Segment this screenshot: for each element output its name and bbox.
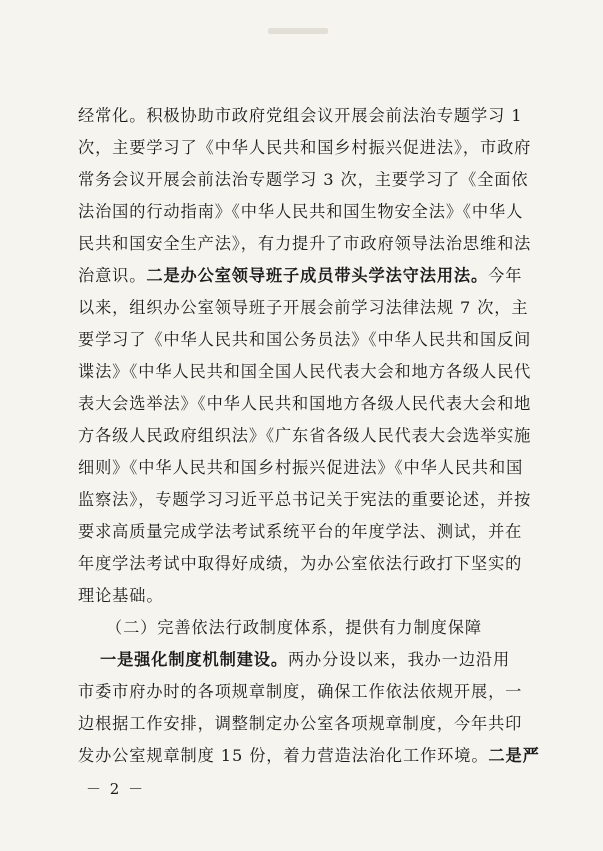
text-span: 民共和国安全生产法》，有力提升了市政府领导法治思维和法 [78, 234, 532, 253]
text-span: 今年 [488, 266, 523, 285]
text-line [78, 196, 533, 228]
bold-text-span: 一是强化制度机制建设。 [100, 650, 288, 669]
text-span: 要学习了《中华人民共和国公务员法》《中华人民共和国反间 [78, 330, 532, 349]
text-line [78, 324, 533, 356]
text-span: 边根据工作安排，调整制定办公室各项规章制度，今年共印 [78, 714, 523, 733]
text-line [78, 580, 533, 612]
text-line [78, 740, 540, 772]
text-span: 经常化。积极协助市政府党组会议开展会前法治专题学习 1 [78, 106, 523, 125]
header-mark [268, 28, 328, 34]
text-span: 以来，组织办公室领导班子开展会前学习法律法规 7 次，主 [78, 298, 529, 317]
section-heading: （二）完善依法行政制度体系，提供有力制度保障 [106, 618, 482, 637]
page-number: － 2 － [86, 780, 146, 798]
text-span: 监察法》，专题学习习近平总书记关于宪法的重要论述，并按 [78, 490, 532, 509]
text-span: 要求高质量完成学法考试系统平台的年度学法、测试，并在 [78, 522, 523, 541]
text-line [78, 100, 533, 132]
text-span: 细则》《中华人民共和国乡村振兴促进法》《中华人民共和国 [78, 458, 524, 477]
bold-text-span: 二是办公室领导班子成员带头学法守法用法。 [146, 266, 489, 285]
text-line [78, 228, 533, 260]
bold-text-span: 二是严 [488, 746, 540, 765]
text-span: 市委市府办时的各项规章制度，确保工作依法依规开展，一 [78, 682, 523, 701]
text-span: 常务会议开展会前法治专题学习 3 次，主要学习了《全面依 [78, 170, 529, 189]
text-line [78, 708, 533, 740]
text-line [78, 516, 533, 548]
text-span: 两办分设以来，我办一边沿用 [287, 650, 511, 669]
text-line [78, 420, 533, 452]
text-span: 方各级人民政府组织法》《广东省各级人民代表大会选举实施 [78, 426, 532, 445]
paragraph-block-2 [78, 644, 540, 772]
body-text [78, 100, 540, 772]
text-span: 法治国的行动指南》《中华人民共和国生物安全法》《中华人 [78, 202, 524, 221]
text-span: 表大会选举法》《中华人民共和国地方各级人民代表大会和地 [78, 394, 532, 413]
text-line [78, 132, 533, 164]
text-span: 治意识。 [78, 266, 147, 285]
text-line [78, 484, 533, 516]
text-span: 发办公室规章制度 15 份，着力营造法治化工作环境。 [78, 746, 489, 765]
text-line [78, 260, 533, 292]
text-span: 年度学法考试中取得好成绩，为办公室依法行政打下坚实的 [78, 554, 523, 573]
text-line [78, 452, 533, 484]
text-line [78, 388, 533, 420]
text-span: 谍法》《中华人民共和国全国人民代表大会和地方各级人民代 [78, 362, 532, 381]
text-span: 次，主要学习了《中华人民共和国乡村振兴促进法》，市政府 [78, 138, 532, 157]
text-line [78, 164, 533, 196]
text-line [78, 644, 533, 676]
text-line [78, 292, 533, 324]
paragraph-block-1 [78, 100, 533, 612]
text-span: 理论基础。 [78, 586, 164, 605]
text-line [78, 676, 533, 708]
text-line [78, 548, 533, 580]
text-line [78, 356, 533, 388]
